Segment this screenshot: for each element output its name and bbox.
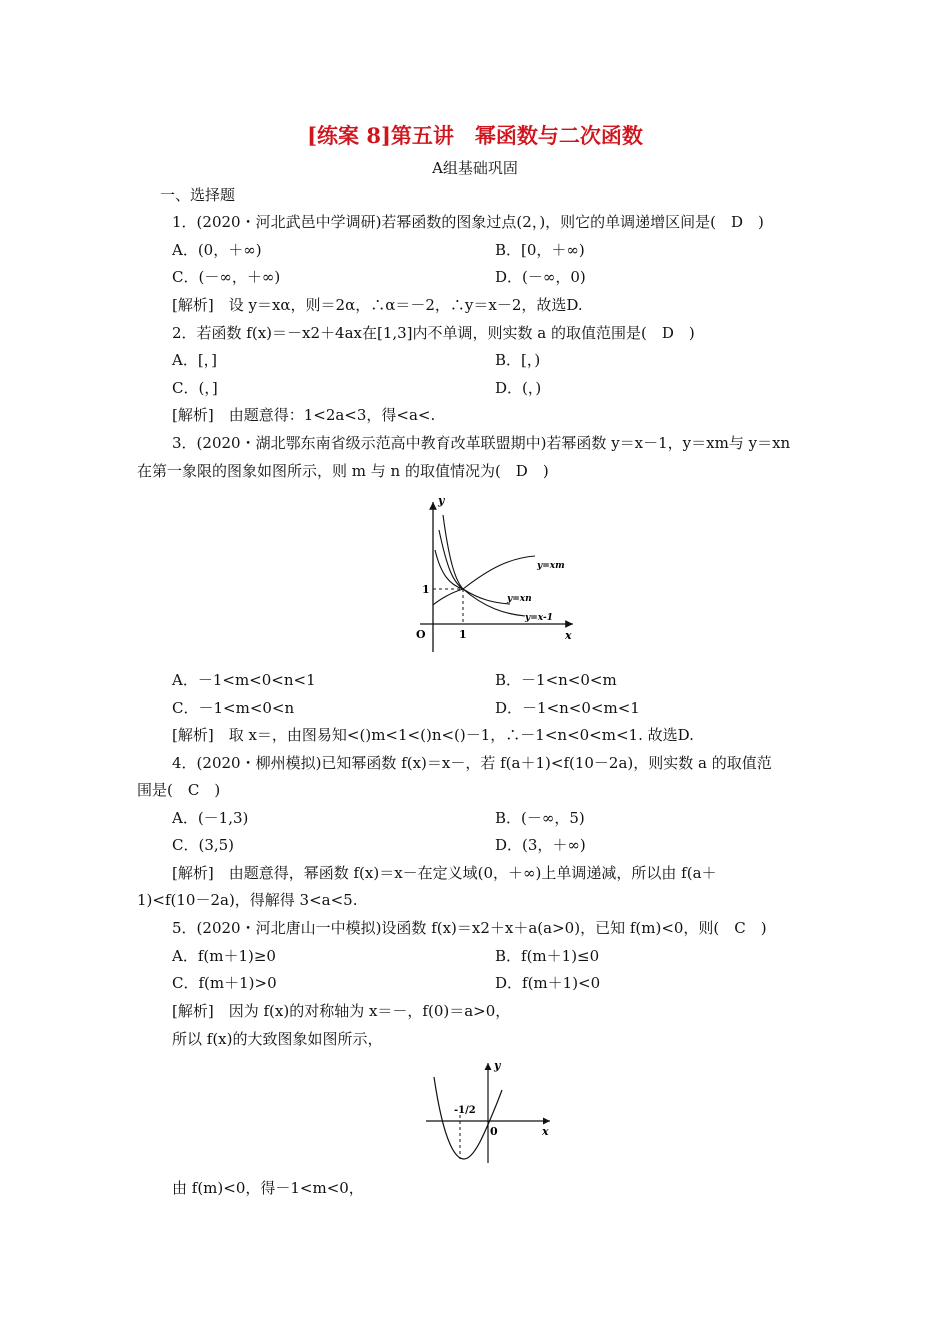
x-axis-label: x bbox=[542, 1125, 549, 1138]
q2-stem: 2．若函数 f(x)＝－x2＋4ax在[1,3]内不单调，则实数 a 的取值范围是( D ) bbox=[172, 324, 695, 342]
q4-option-b: B．(－∞，5) bbox=[495, 809, 585, 827]
q4-stem-line1: 4．(2020・柳州模拟)已知幂函数 f(x)＝x－，若 f(a＋1)<f(10－2a)，则实数 a 的取值范 bbox=[172, 754, 772, 772]
q4-analysis-line2: 1)<f(10－2a)，得解得 3<a<5. bbox=[137, 891, 358, 909]
q4-option-a: A．(－1,3) bbox=[172, 809, 249, 827]
symmetry-tick-label: -1/2 bbox=[454, 1105, 476, 1116]
q2-analysis: [解析] 由题意得：1<2a<3，得<a<. bbox=[172, 406, 436, 424]
q4-option-c: C．(3,5) bbox=[172, 836, 235, 854]
q5-stem: 5．(2020・河北唐山一中模拟)设函数 f(x)＝x2＋x＋a(a>0)，已知 f(m)<0，则( C ) bbox=[172, 919, 767, 937]
q5-option-a: A．f(m＋1)≥0 bbox=[172, 947, 276, 965]
q5-analysis-line2: 所以 f(x)的大致图象如图所示， bbox=[172, 1030, 383, 1048]
group-subtitle: A组基础巩固 bbox=[432, 159, 518, 177]
q2-option-d: D．(，) bbox=[495, 379, 542, 397]
x-axis-label: x bbox=[565, 629, 572, 642]
q1-option-c: C．(－∞，＋∞) bbox=[172, 268, 281, 286]
y-tick-1: 1 bbox=[422, 583, 430, 596]
q3-option-a: A．－1<m<0<n<1 bbox=[172, 671, 316, 689]
curve-y-x-n bbox=[439, 530, 510, 604]
curve-neg1-label: y=x-1 bbox=[525, 613, 553, 623]
q3-option-d: D．－1<n<0<m<1 bbox=[495, 699, 640, 717]
q5-option-d: D．f(m＋1)<0 bbox=[495, 974, 601, 992]
q2-option-a: A．[，] bbox=[172, 351, 218, 369]
q4-option-d: D．(3，＋∞) bbox=[495, 836, 586, 854]
curve-m-label: y=xm bbox=[537, 561, 565, 571]
q5-option-c: C．f(m＋1)>0 bbox=[172, 974, 277, 992]
origin-label: O bbox=[416, 628, 426, 641]
origin-label: 0 bbox=[490, 1125, 498, 1138]
q4-stem-line2: 围是( C ) bbox=[137, 781, 221, 799]
section-heading: 一、选择题 bbox=[160, 186, 236, 204]
q3-option-c: C．－1<m<0<n bbox=[172, 699, 295, 717]
q1-stem: 1．(2020・河北武邑中学调研)若幂函数的图象过点(2，)，则它的单调递增区间是( D ) bbox=[172, 213, 764, 231]
q1-option-d: D．(－∞，0) bbox=[495, 268, 586, 286]
curve-left-segment bbox=[433, 589, 463, 605]
q5-analysis-line1: [解析] 因为 f(x)的对称轴为 x＝－，f(0)＝a>0， bbox=[172, 1002, 511, 1020]
page-title: [练案 8]第五讲 幂函数与二次函数 bbox=[307, 123, 643, 148]
q5-option-b: B．f(m＋1)≤0 bbox=[495, 947, 600, 965]
y-axis-label: y bbox=[438, 494, 445, 507]
q2-option-b: B．[，) bbox=[495, 351, 541, 369]
y-axis-label: y bbox=[494, 1059, 501, 1072]
q5-analysis-line3: 由 f(m)<0，得－1<m<0， bbox=[172, 1179, 364, 1197]
q1-analysis: [解析] 设 y＝xα，则＝2α，∴α＝－2，∴y＝x－2，故选D. bbox=[172, 296, 583, 314]
curve-y-x-m-right bbox=[463, 556, 535, 589]
q1-option-b: B．[0，＋∞) bbox=[495, 241, 585, 259]
q5-parabola-graph bbox=[422, 1055, 562, 1167]
q3-power-function-graph bbox=[395, 490, 585, 655]
curve-n-label: y=xn bbox=[507, 594, 532, 604]
q3-stem-line2: 在第一象限的图象如图所示，则 m 与 n 的取值情况为( D ) bbox=[137, 462, 549, 480]
q3-analysis: [解析] 取 x＝，由图易知<()m<1<()n<()－1，∴－1<n<0<m<1. 故选D. bbox=[172, 726, 694, 744]
q2-option-c: C．(，] bbox=[172, 379, 218, 397]
x-tick-1: 1 bbox=[459, 628, 467, 641]
q3-option-b: B．－1<n<0<m bbox=[495, 671, 617, 689]
parabola-curve bbox=[434, 1077, 502, 1159]
q4-analysis-line1: [解析] 由题意得，幂函数 f(x)＝x－在定义域(0，＋∞)上单调递减，所以由 f(a＋ bbox=[172, 864, 717, 882]
q1-option-a: A．(0，＋∞) bbox=[172, 241, 262, 259]
q3-stem-line1: 3．(2020・湖北鄂东南省级示范高中教育改革联盟期中)若幂函数 y＝x－1，y＝xm与 y＝xn bbox=[172, 434, 791, 452]
